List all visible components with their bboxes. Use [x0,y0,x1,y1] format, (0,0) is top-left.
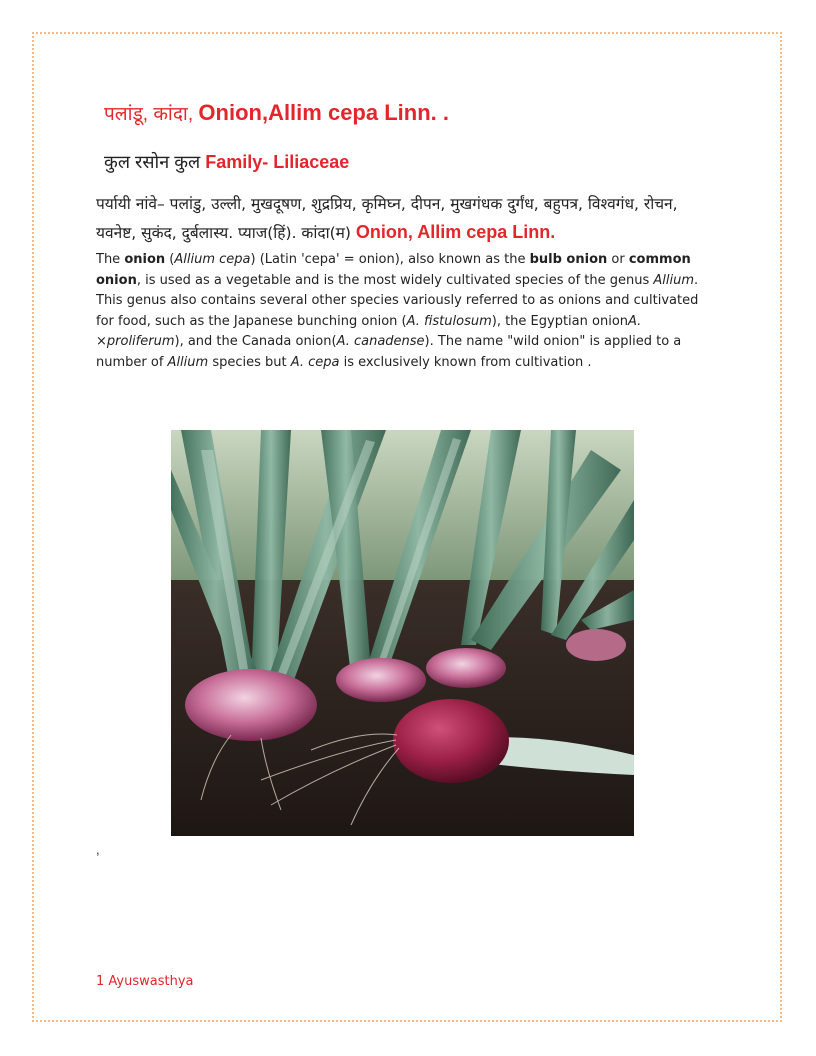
text-run: . This genus also contains several other species variously referred to as onions and cultivated for food, such as the Japanese bunching onion ( [96,272,699,329]
text-run: ), the Egyptian onion [491,313,629,329]
text-run: ), and the Canada onion( [174,334,337,349]
text-run: ) (Latin 'cepa' = onion), also known as the [250,252,530,267]
text-run: species but [208,354,291,370]
description-paragraph [96,250,720,373]
text-run: ). The name "wild onion" is applied to a number of [96,334,682,370]
synonyms-latin: Onion, Allim cepa Linn. [355,222,556,242]
bold-term: onion [124,252,166,267]
onion-photo [171,430,634,836]
title-latin: Onion,Allim cepa Linn. . [198,100,449,125]
italic-term: Allium cepa [174,252,251,267]
text-run: , is used as a vegetable and is the most widely cultivated species of the genus [136,272,654,288]
italic-term: Allium [653,272,695,288]
italic-term: A. ×proliferum [96,313,642,349]
italic-term: A. fistulosum [406,313,492,329]
synonyms-paragraph [96,190,716,247]
page-footer: 1 Ayuswasthya [96,974,194,989]
family-devanagari: कुल रसोन कुल [104,152,206,172]
bold-term: bulb onion [529,252,608,267]
text-run: is exclusively known from cultivation . [339,354,592,370]
family-line [104,150,349,174]
page-title [104,100,449,126]
title-devanagari: पलांडू, कांदा, [104,104,199,125]
text-run: ( [165,252,175,267]
italic-term: Allium [167,354,209,370]
text-run: or [607,252,629,267]
italic-term: A. cepa [290,354,340,370]
text-run: The [96,252,125,267]
stray-comma: , [96,842,100,857]
family-latin: Family- Liliaceae [205,152,350,172]
bold-term: common onion [96,252,691,288]
italic-term: A. canadense [336,334,425,349]
synonyms-text: पर्यायी नांवे– पलांडु, उल्ली, मुखदूषण, शुद्रप्रिय, कृमिघ्न, दीपन, मुखगंधक दुर्गंध, बहुपत्र, विश्वगंध, रोचन, यवनेष्ट, सुकंद, दुर्बलास्य. प्याज(हिं). कांदा(म) [96,195,678,242]
